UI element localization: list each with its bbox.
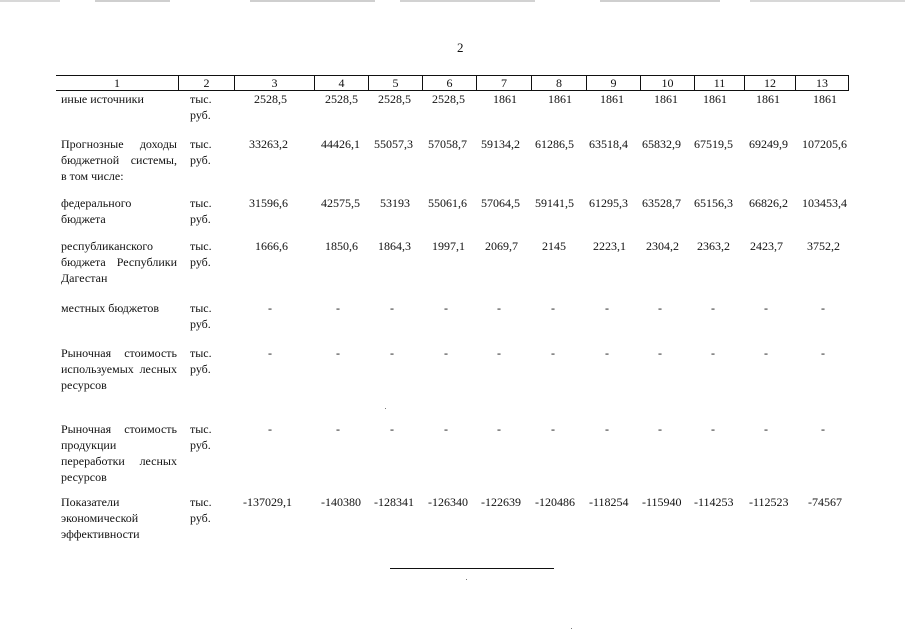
value-col-12: - [764,301,768,315]
value-col-7: - [497,422,501,436]
value-col-13: 107205,6 [802,137,847,151]
value-col-11: -114253 [694,495,734,509]
value-col-6: 2528,5 [432,92,465,106]
value-col-10: 1861 [654,92,678,106]
value-col-10: -115940 [642,495,682,509]
value-col-5: 53193 [380,196,410,210]
row-unit: тыс. руб. [190,92,212,122]
page-top-scan-rule [0,0,905,2]
row-label: республиканского бюджета Республики Дагестан [61,239,177,285]
value-col-4: - [336,346,340,360]
row-label: федерального бюджета [61,196,132,226]
value-col-6: -126340 [428,495,468,509]
value-col-6: 57058,7 [428,137,467,151]
header-column-10: 10 [640,76,694,90]
row-unit: тыс. руб. [190,495,212,525]
value-col-4: 2528,5 [325,92,358,106]
value-col-8: 59141,5 [535,196,574,210]
header-column-9: 9 [586,76,640,90]
value-col-4: 1850,6 [325,239,358,253]
value-col-4: - [336,301,340,315]
value-col-10: - [658,301,662,315]
table-row-economic-efficiency [56,494,849,546]
table-row-market-value-used-resources [56,345,849,411]
value-col-9: - [605,301,609,315]
value-col-4: 42575,5 [321,196,360,210]
row-unit: тыс. руб. [190,346,212,376]
value-col-13: - [821,346,825,360]
scan-speck [466,579,467,580]
value-col-11: 67519,5 [694,137,733,151]
row-label: Рыночная стоимость используемых лесных ресурсов [61,346,177,392]
value-col-10: 65832,9 [642,137,681,151]
value-col-12: 2423,7 [750,239,783,253]
table-row-other-sources [56,91,849,131]
value-col-12: -112523 [749,495,789,509]
row-unit: тыс. руб. [190,301,212,331]
value-col-11: 65156,3 [694,196,733,210]
header-column-7: 7 [476,76,531,90]
value-col-5: 1864,3 [378,239,411,253]
value-col-12: 1861 [756,92,780,106]
value-col-13: -74567 [808,495,842,509]
value-col-6: 55061,6 [428,196,467,210]
value-col-5: -128341 [374,495,414,509]
value-col-3: - [268,301,272,315]
value-col-8: 61286,5 [535,137,574,151]
value-col-8: - [551,346,555,360]
row-label: иные источники [61,92,144,106]
scan-speck [571,628,572,629]
page-number: 2 [457,40,464,55]
value-col-10: 63528,7 [642,196,681,210]
value-col-5: 2528,5 [378,92,411,106]
value-col-9: 2223,1 [593,239,626,253]
value-col-11: - [711,422,715,436]
value-col-4: -140380 [321,495,361,509]
value-col-9: - [605,346,609,360]
table-row-republic-budget [56,238,849,294]
table-row-market-value-processing [56,421,849,487]
value-col-4: 44426,1 [321,137,360,151]
header-column-13: 13 [795,76,849,90]
header-column-12: 12 [744,76,795,90]
row-unit: тыс. руб. [190,239,212,269]
value-col-7: -122639 [481,495,521,509]
value-col-11: - [711,301,715,315]
header-column-8: 8 [531,76,586,90]
header-column-2: 2 [178,76,234,90]
value-col-13: - [821,301,825,315]
row-unit: тыс. руб. [190,196,212,226]
row-label: Рыночная стоимость продукции переработки лесных ресурсов [61,422,177,484]
value-col-7: - [497,346,501,360]
value-col-8: - [551,422,555,436]
value-col-6: - [444,422,448,436]
value-col-7: 59134,2 [481,137,520,151]
value-col-8: 1861 [548,92,572,106]
value-col-9: - [605,422,609,436]
value-col-10: - [658,422,662,436]
value-col-6: 1997,1 [432,239,465,253]
value-col-6: - [444,301,448,315]
value-col-12: 69249,9 [749,137,788,151]
value-col-13: 1861 [813,92,837,106]
value-col-9: 63518,4 [589,137,628,151]
value-col-7: - [497,301,501,315]
value-col-7: 2069,7 [485,239,518,253]
table-row-federal-budget [56,195,849,235]
value-col-10: - [658,346,662,360]
value-col-12: - [764,346,768,360]
header-column-4: 4 [314,76,368,90]
value-col-3: - [268,422,272,436]
value-col-12: - [764,422,768,436]
table-row-projected-income [56,136,849,192]
value-col-13: - [821,422,825,436]
value-col-6: - [444,346,448,360]
value-col-8: 2145 [542,239,566,253]
value-col-5: - [390,422,394,436]
row-label: Показатели экономической эффективности [61,495,140,541]
value-col-3: -137029,1 [243,495,292,509]
value-col-3: 1666,6 [255,239,288,253]
footer-separator-line [390,568,554,569]
row-unit: тыс. руб. [190,137,212,167]
value-col-3: 33263,2 [249,137,288,151]
value-col-11: 2363,2 [697,239,730,253]
header-column-6: 6 [422,76,476,90]
value-col-5: 55057,3 [374,137,413,151]
value-col-9: 61295,3 [589,196,628,210]
header-column-1: 1 [114,76,120,90]
value-col-13: 3752,2 [807,239,840,253]
value-col-5: - [390,346,394,360]
value-col-11: 1861 [703,92,727,106]
table-header-row [56,75,849,91]
budget-indicators-table [56,75,849,545]
value-col-9: 1861 [600,92,624,106]
row-label: местных бюджетов [61,301,160,315]
value-col-10: 2304,2 [646,239,679,253]
value-col-4: - [336,422,340,436]
row-label: Прогнозные доходы бюджетной системы, в том числе: [61,137,177,183]
header-column-11: 11 [694,76,744,90]
value-col-3: 2528,5 [254,92,287,106]
header-column-3: 3 [234,76,314,90]
row-unit: тыс. руб. [190,422,212,452]
table-row-local-budgets [56,300,849,336]
value-col-7: 57064,5 [481,196,520,210]
value-col-3: 31596,6 [249,196,288,210]
value-col-13: 103453,4 [802,196,847,210]
value-col-3: - [268,346,272,360]
value-col-9: -118254 [589,495,629,509]
header-column-5: 5 [368,76,422,90]
value-col-11: - [711,346,715,360]
value-col-5: - [390,301,394,315]
value-col-7: 1861 [493,92,517,106]
scan-speck [385,408,386,409]
value-col-12: 66826,2 [749,196,788,210]
value-col-8: -120486 [535,495,575,509]
value-col-8: - [551,301,555,315]
